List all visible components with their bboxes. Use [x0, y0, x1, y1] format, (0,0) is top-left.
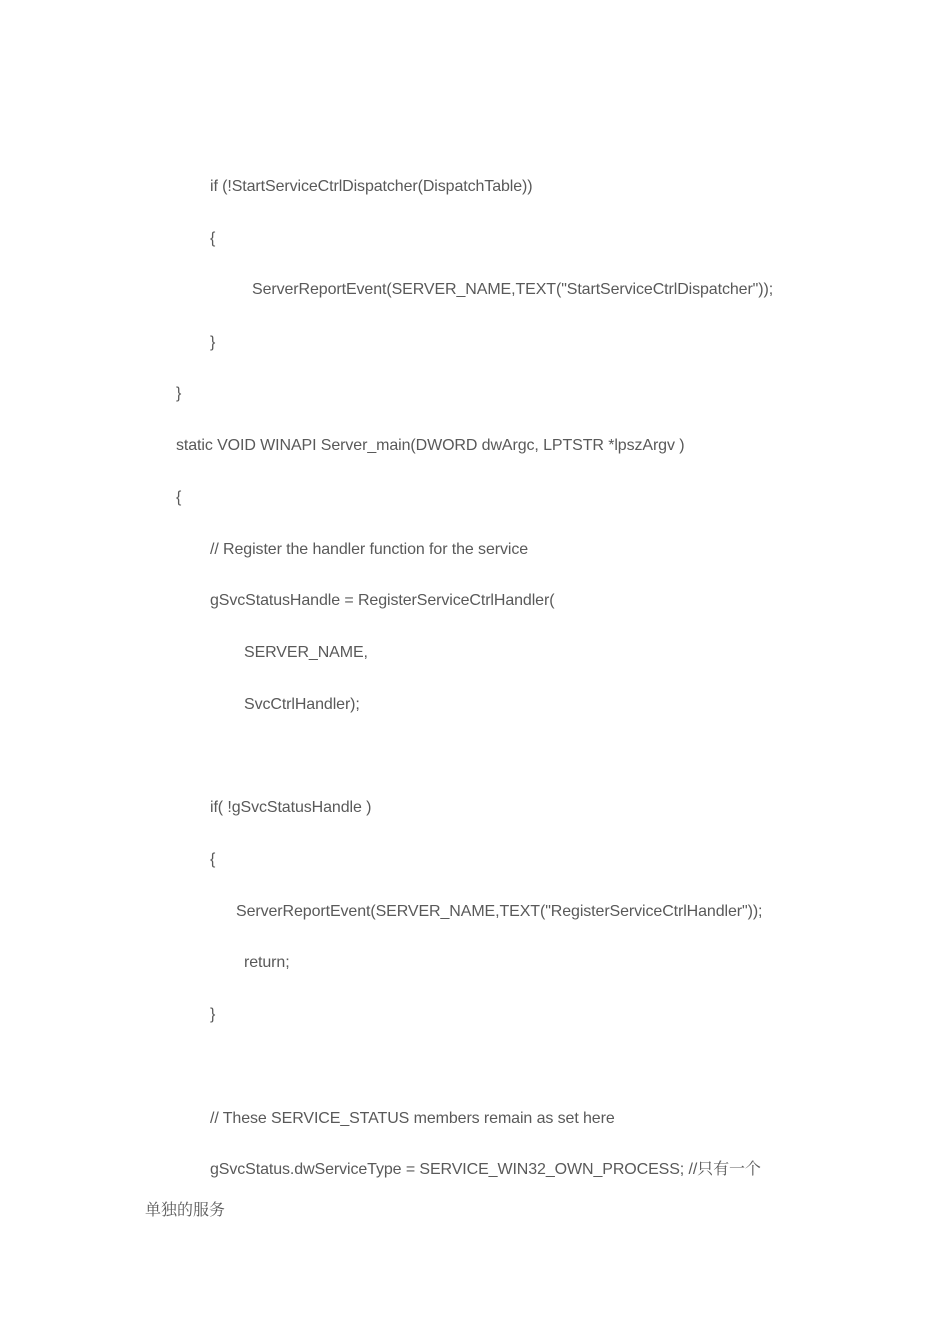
code-line-open-brace: { [210, 230, 216, 247]
code-line-close-function: } [176, 385, 182, 402]
code-comment-status-members: // These SERVICE_STATUS members remain as set here [210, 1110, 615, 1127]
code-comment-register-handler: // Register the handler function for the service [210, 541, 529, 558]
code-line-close-brace: } [210, 334, 216, 351]
code-line-server-main-signature: static VOID WINAPI Server_main(DWORD dwArgc, LPTSTR *lpszArgv ) [176, 437, 685, 454]
code-line-if-open-brace: { [210, 851, 216, 868]
code-line-report-register: ServerReportEvent(SERVER_NAME,TEXT("RegisterServiceCtrlHandler")); [236, 903, 763, 920]
code-line-service-type: gSvcStatus.dwServiceType = SERVICE_WIN32_OWN_PROCESS; //只有一个 [210, 1161, 761, 1178]
code-line-function-open-brace: { [176, 489, 182, 506]
code-line-server-name-arg: SERVER_NAME, [244, 644, 368, 661]
code-line-service-type-wrap: 单独的服务 [145, 1200, 226, 1219]
code-line-handler-arg: SvcCtrlHandler); [244, 696, 360, 713]
code-line-if-dispatcher: if (!StartServiceCtrlDispatcher(DispatchTable)) [210, 178, 533, 195]
code-line-report-dispatcher: ServerReportEvent(SERVER_NAME,TEXT("StartServiceCtrlDispatcher")); [252, 281, 774, 298]
code-line-register-handler: gSvcStatusHandle = RegisterServiceCtrlHandler( [210, 592, 555, 609]
code-line-if-status-handle: if( !gSvcStatusHandle ) [210, 799, 372, 816]
code-line-return: return; [244, 954, 290, 971]
code-line-if-close-brace: } [210, 1006, 216, 1023]
